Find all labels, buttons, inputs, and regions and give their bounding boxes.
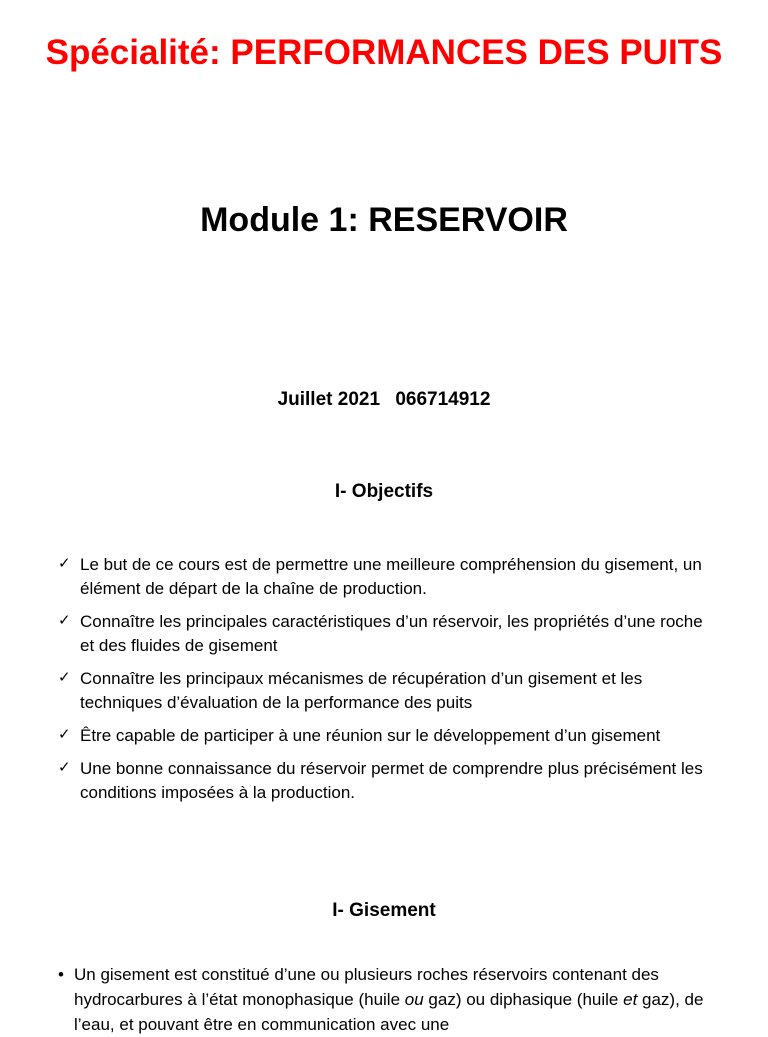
date-line — [0, 388, 768, 412]
check-icon: ✓ — [58, 726, 71, 743]
section-heading-objectifs: I- Objectifs — [334, 481, 434, 502]
check-icon: ✓ — [58, 759, 71, 776]
list-item — [58, 553, 708, 601]
objective-text: Connaître les principaux mécanismes de récupération d’un gisement et les techniques d’évaluation de la performance des puits — [80, 669, 643, 712]
date-text: Juillet 2021 — [277, 389, 381, 410]
gisement-emphasis-ou: ou — [404, 990, 424, 1009]
check-icon: ✓ — [58, 555, 71, 572]
gisement-text-part: gaz), de l’eau, et pouvant être en communication avec une — [74, 990, 704, 1034]
objective-text: Une bonne connaissance du réservoir permet de comprendre plus précisément les conditions imposées à la production. — [80, 759, 703, 802]
gisement-text — [74, 965, 703, 1034]
list-item — [58, 962, 718, 1037]
gisement-emphasis-et: et — [623, 990, 638, 1009]
page-title: Spécialité: PERFORMANCES DES PUITS — [45, 33, 723, 72]
list-item — [58, 610, 708, 658]
list-item — [58, 757, 708, 805]
module-title: Module 1: RESERVOIR — [200, 201, 568, 239]
check-icon: ✓ — [58, 612, 71, 629]
objective-text: Connaître les principales caractéristiques d’un réservoir, les propriétés d’une roche et des fluides de gisement — [80, 612, 703, 655]
gisement-list — [58, 962, 718, 1037]
objectives-list — [58, 553, 708, 814]
objective-text: Le but de ce cours est de permettre une meilleure compréhension du gisement, un élément de départ de la chaîne de production. — [80, 555, 702, 598]
list-item — [58, 667, 708, 715]
check-icon: ✓ — [58, 669, 71, 686]
list-item — [58, 724, 708, 748]
objective-text: Être capable de participer à une réunion sur le développement d’un gisement — [80, 726, 661, 745]
gisement-text-part: gaz) ou diphasique (huile — [423, 990, 624, 1009]
bullet-icon: • — [58, 965, 64, 984]
section-heading-gisement: I- Gisement — [332, 900, 436, 921]
code-text: 066714912 — [395, 389, 491, 410]
gisement-text-part: Un gisement est constitué d’une ou plusieurs roches réservoirs contenant des hydrocarbures à l’état monophasique (huile — [74, 965, 659, 1009]
